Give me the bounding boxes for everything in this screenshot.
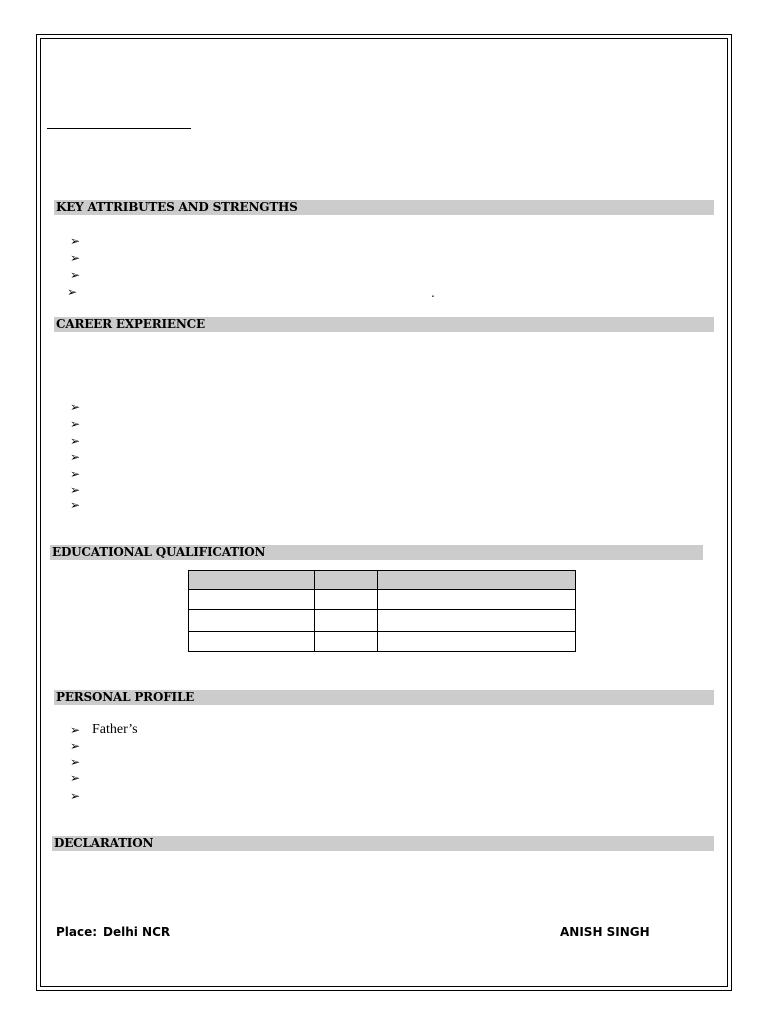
table-row xyxy=(189,610,576,632)
table-header-cell xyxy=(378,571,576,590)
section-declaration: DECLARATION xyxy=(52,836,714,851)
bullet-icon: ➢ xyxy=(70,483,81,497)
place-label: Place: xyxy=(56,925,98,939)
table-cell xyxy=(378,590,576,610)
bullet-icon: ➢ xyxy=(70,498,81,512)
table-cell xyxy=(315,610,378,632)
table-cell xyxy=(189,610,315,632)
table-header-cell xyxy=(315,571,378,590)
place-value: Delhi NCR xyxy=(103,925,171,939)
bullet-icon: ➢ xyxy=(67,285,78,299)
bullet-icon: ➢ xyxy=(70,234,81,248)
bullet-icon: ➢ xyxy=(70,251,81,265)
table-cell xyxy=(189,632,315,652)
table-cell xyxy=(189,590,315,610)
bullet-icon: ➢ xyxy=(70,723,81,737)
section-educational-qualification: EDUCATIONAL QUALIFICATION xyxy=(50,545,703,560)
section-key-attributes: KEY ATTRIBUTES AND STRENGTHS xyxy=(54,200,714,215)
table-cell xyxy=(378,610,576,632)
table-header-row xyxy=(189,571,576,590)
section-career-experience: CAREER EXPERIENCE xyxy=(54,317,714,332)
section-personal-profile: PERSONAL PROFILE xyxy=(54,690,714,705)
signature-name: ANISH SINGH xyxy=(560,925,650,939)
bullet-icon: ➢ xyxy=(70,771,81,785)
table-cell xyxy=(315,632,378,652)
name-underline xyxy=(47,128,191,129)
bullet-icon: ➢ xyxy=(70,467,81,481)
education-table xyxy=(188,570,576,652)
table-cell xyxy=(315,590,378,610)
table-header-cell xyxy=(189,571,315,590)
table-row xyxy=(189,632,576,652)
bullet-icon: ➢ xyxy=(70,755,81,769)
bullet-icon: ➢ xyxy=(70,739,81,753)
bullet-icon: ➢ xyxy=(70,417,81,431)
table-row xyxy=(189,590,576,610)
bullet-icon: ➢ xyxy=(70,789,81,803)
profile-fathers-name-label: Father’s xyxy=(92,722,138,737)
table-cell xyxy=(378,632,576,652)
bullet-icon: ➢ xyxy=(70,400,81,414)
stray-period: . xyxy=(431,286,435,300)
bullet-icon: ➢ xyxy=(70,434,81,448)
bullet-icon: ➢ xyxy=(70,268,81,282)
bullet-icon: ➢ xyxy=(70,450,81,464)
